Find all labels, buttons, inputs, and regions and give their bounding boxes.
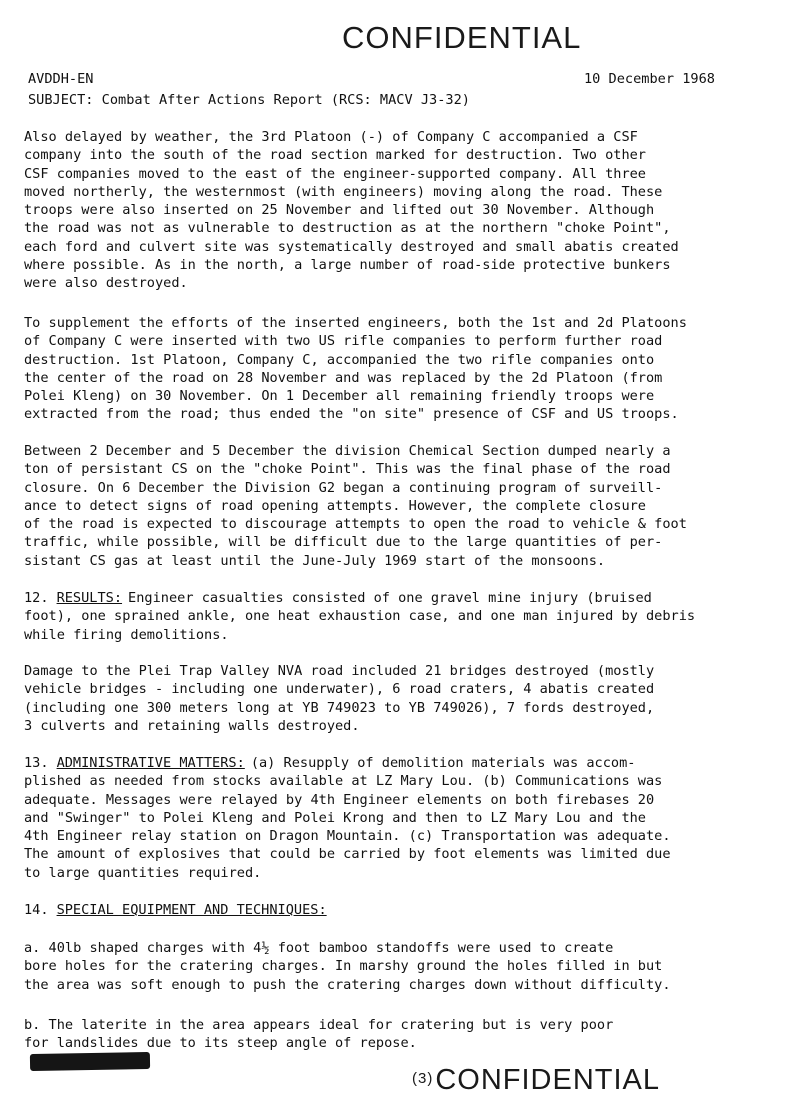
section-13-heading: ADMINISTRATIVE MATTERS:	[56, 755, 245, 771]
section-14-number: 14.	[24, 902, 49, 918]
section-13-administrative	[24, 754, 776, 882]
section-12-number: 12.	[24, 590, 49, 606]
paragraph-platoon-insertion: To supplement the efforts of the inserted engineers, both the 1st and 2d Platoons of Company C were inserted with two US rifle companies to perform further road destruction. 1st Platoon, Company C, accompanied the two rifle companies onto the center of the road on 28 November and was replaced by the 2d Platoon (from Polei Kleng) on 30 November. On 1 December all remaining friendly troops were extracted from the road; thus ended the "on site" presence of CSF and US troops.	[24, 315, 687, 423]
section-13-number: 13.	[24, 755, 49, 771]
paragraph-road-damage: Damage to the Plei Trap Valley NVA road included 21 bridges destroyed (mostly vehicle bridges - including one underwater), 6 road craters, 4 abatis created (including one 300 meters long at YB 749023 to YB 749026), 7 fords destroyed, 3 culverts and retaining walls destroyed.	[24, 663, 655, 734]
section-14-special-equipment	[24, 901, 776, 919]
section-12-results	[24, 589, 776, 644]
section-13-text: (a) Resupply of demolition materials was accom- plished as needed from stocks available at LZ Mary Lou. (b) Communications was adequate. Messages were relayed by 4th Engineer elements on both firebases 20 and "Swinger" to Polei Kleng and Polei Krong and then to LZ Mary Lou and the 4th Engineer relay station on Dragon Mountain. (c) Transportation was adequate. The amount of explosives that could be carried by foot elements was limited due to large quantities required.	[24, 755, 671, 881]
paragraph-south-road-section: Also delayed by weather, the 3rd Platoon (-) of Company C accompanied a CSF company into the south of the road section marked for destruction. Two other CSF companies moved to the east of the engineer-supported company. All three moved northerly, the westernmost (with engineers) moving along the road. These troops were also inserted on 25 November and lifted out 30 November. Although the road was not as vulnerable to destruction as at the northern "choke Point", each ford and culvert site was systematically destroyed and small abatis created where possible. As in the north, a large number of road-side protective bunkers were also destroyed.	[24, 129, 679, 292]
document-date: 10 December 1968	[584, 71, 715, 87]
section-12-text: Engineer casualties consisted of one gravel mine injury (bruised foot), one sprained ankle, one heat exhaustion case, and one man injured by debris while firing demolitions.	[24, 590, 696, 643]
classification-stamp-bottom	[412, 1064, 660, 1097]
section-14a-shaped-charges: a. 40lb shaped charges with 4½ foot bamboo standoffs were used to create bore holes for the cratering charges. In marshy ground the holes filled in but the area was soft enough to push the cratering charges down without difficulty.	[24, 940, 671, 993]
paragraph-chemical-closure: Between 2 December and 5 December the division Chemical Section dumped nearly a ton of persistant CS on the "choke Point". This was the final phase of the road closure. On 6 December the Division G2 began a continuing program of surveill- ance to detect signs of road opening attempts. However, the complete closure of the road is expected to discourage attempts to open the road to vehicle & foot traffic, while possible, will be difficult due to the large quantities of per- sistant CS gas at least until the June-July 1969 start of the monsoons.	[24, 443, 687, 569]
section-14b-laterite: b. The laterite in the area appears ideal for cratering but is very poor for landslides due to its steep angle of repose.	[24, 1017, 614, 1052]
section-14-heading: SPECIAL EQUIPMENT AND TECHNIQUES:	[56, 902, 327, 918]
classification-stamp-top: CONFIDENTIAL	[342, 20, 582, 55]
redaction-mark	[30, 1052, 150, 1071]
office-symbol: AVDDH-EN	[28, 71, 94, 87]
section-12-heading: RESULTS:	[56, 590, 123, 606]
subject-line: SUBJECT: Combat After Actions Report (RCS: MACV J3-32)	[28, 92, 470, 108]
page-number: (3)	[412, 1070, 434, 1087]
classification-stamp-bottom-text: CONFIDENTIAL	[435, 1064, 661, 1096]
